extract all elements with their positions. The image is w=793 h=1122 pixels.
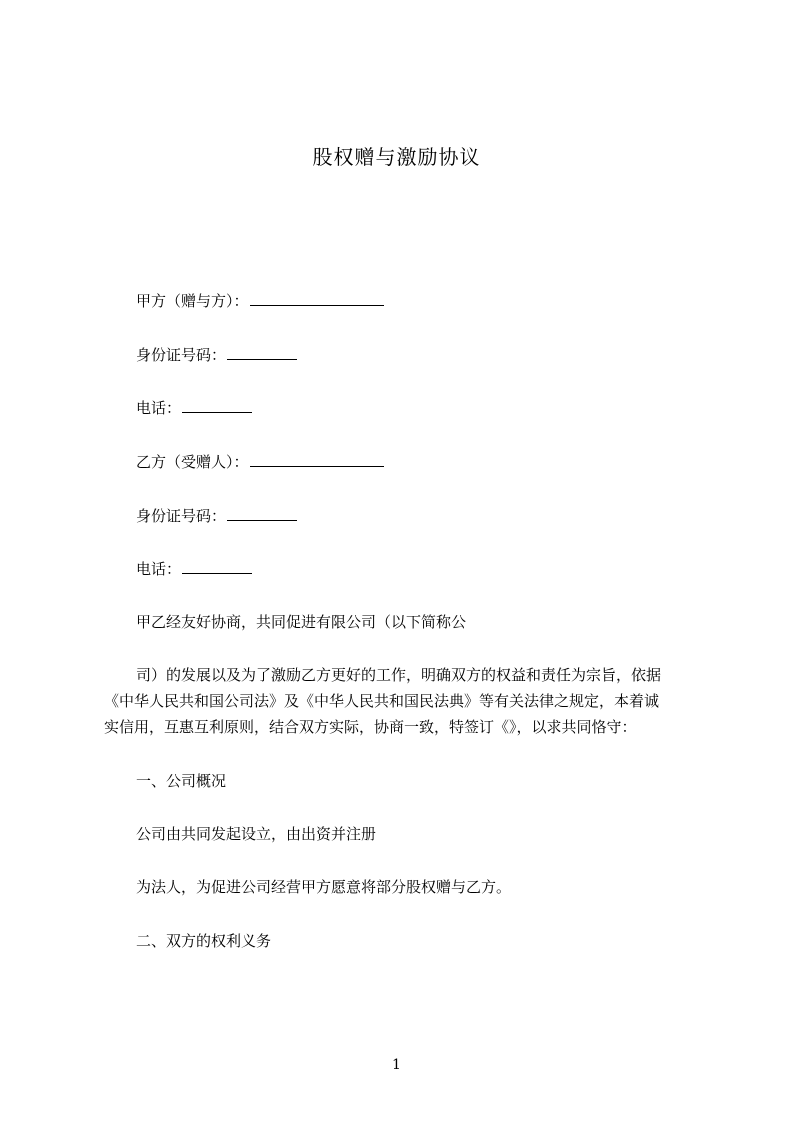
intro-paragraph-line-2: 《中华人民共和国公司法》及《中华人民共和国民法典》等有关法律之规定，本着诚 <box>104 692 660 710</box>
document-title: 股权赠与激励协议 <box>312 145 481 169</box>
party-a-id-row <box>136 344 297 366</box>
party-b-phone-row <box>136 558 252 580</box>
section-1-heading: 一、公司概况 <box>136 772 227 790</box>
party-b-blank <box>250 451 384 467</box>
intro-paragraph <box>104 662 689 740</box>
party-b-id-row <box>136 505 297 527</box>
party-a-phone-row <box>136 397 252 419</box>
party-b-id-label: 身份证号码： <box>136 507 227 525</box>
party-b-id-blank <box>227 505 297 521</box>
section-1-line-1: 公司由共同发起设立，由出资并注册 <box>136 825 377 843</box>
party-a-id-blank <box>227 344 297 360</box>
page-number: 1 <box>392 1057 401 1073</box>
party-a-blank <box>250 290 384 306</box>
intro-line: 甲乙经友好协商，共同促进有限公司（以下简称公 <box>136 613 467 631</box>
party-b-phone-blank <box>182 558 252 574</box>
party-b-row <box>136 451 384 473</box>
party-a-id-label: 身份证号码： <box>136 346 227 364</box>
section-2-heading: 二、双方的权利义务 <box>136 932 272 950</box>
intro-paragraph-line-3: 实信用，互惠互利原则，结合双方实际，协商一致，特签订《》，以求共同恪守： <box>104 718 637 736</box>
section-1-line-2: 为法人，为促进公司经营甲方愿意将部分股权赠与乙方。 <box>136 878 512 896</box>
party-a-row <box>136 290 384 312</box>
intro-paragraph-line-1: 司）的发展以及为了激励乙方更好的工作，明确双方的权益和责任为宗旨，依据 <box>136 666 662 684</box>
party-b-label: 乙方（受赠人）： <box>136 453 249 471</box>
party-a-phone-label: 电话： <box>136 399 182 417</box>
party-a-phone-blank <box>182 397 252 413</box>
party-b-phone-label: 电话： <box>136 560 182 578</box>
party-a-label: 甲方（赠与方）： <box>136 292 249 310</box>
